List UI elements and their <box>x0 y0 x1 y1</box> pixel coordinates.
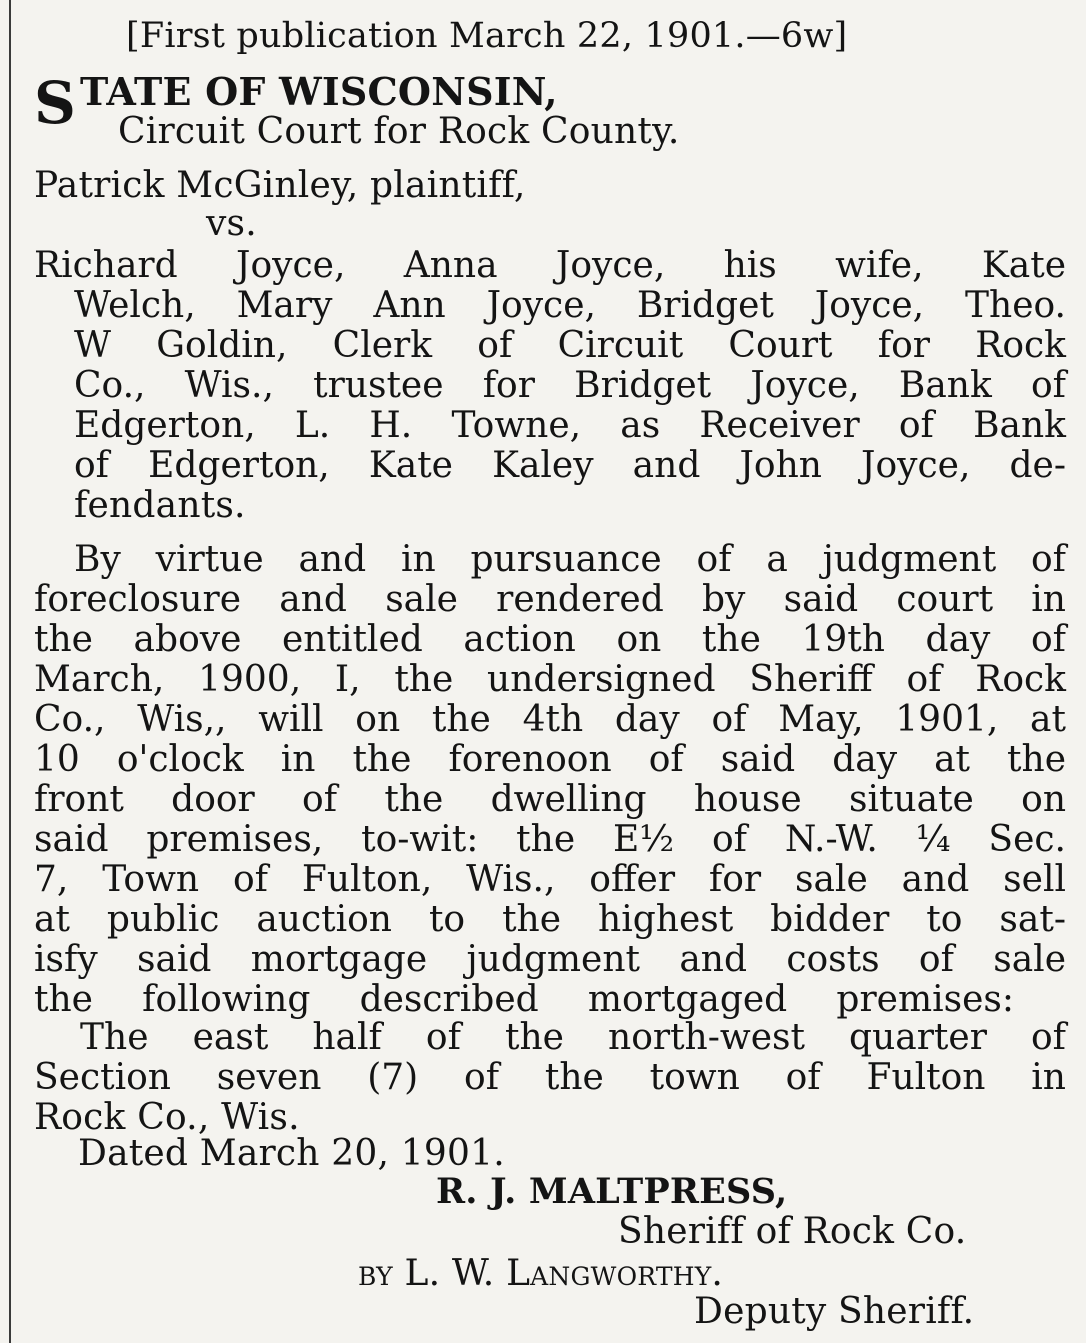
sheriff-title: Sheriff of Rock Co. <box>618 1211 967 1252</box>
body-line: said premises, to-wit: the E½ of N.-W. ¼ Sec. <box>34 819 1066 860</box>
plaintiff-line: Patrick McGinley, plaintiff, <box>34 165 526 206</box>
deputy-name-line: by L. W. Langworthy. <box>358 1253 724 1294</box>
deputy-title: Deputy Sheriff. <box>694 1291 975 1332</box>
description-line: Section seven (7) of the town of Fulton in <box>34 1057 1066 1098</box>
dated-line: Dated March 20, 1901. <box>78 1133 505 1174</box>
versus-line: vs. <box>206 203 257 244</box>
defendants-line: Richard Joyce, Anna Joyce, his wife, Kate <box>34 245 1066 286</box>
publication-line: [First publication March 22, 1901.—6w] <box>126 16 848 56</box>
description-line: The east half of the north-west quarter of <box>80 1017 1066 1058</box>
state-drop-initial: S <box>34 69 76 137</box>
body-line: at public auction to the highest bidder to sat- <box>34 899 1066 940</box>
body-line: the following described mortgaged premises: <box>34 979 1014 1020</box>
defendants-line: fendants. <box>74 485 246 526</box>
sheriff-name: R. J. MALTPRESS, <box>436 1171 788 1212</box>
court-name: Circuit Court for Rock County. <box>118 111 680 152</box>
body-line: isfy said mortgage judgment and costs of sale <box>34 939 1066 980</box>
defendants-line: W Goldin, Clerk of Circuit Court for Rock <box>74 325 1066 366</box>
column-rule <box>9 0 11 1343</box>
body-line: 7, Town of Fulton, Wis., offer for sale and sell <box>34 859 1066 900</box>
body-line: the above entitled action on the 19th day of <box>34 619 1066 660</box>
body-line: foreclosure and sale rendered by said court in <box>34 579 1066 620</box>
body-line: Co., Wis,, will on the 4th day of May, 1901, at <box>34 699 1066 740</box>
description-line: Rock Co., Wis. <box>34 1097 300 1138</box>
body-line: By virtue and in pursuance of a judgment of <box>74 539 1066 580</box>
body-line: March, 1900, I, the undersigned Sheriff of Rock <box>34 659 1066 700</box>
defendants-line: of Edgerton, Kate Kaley and John Joyce, de- <box>74 445 1066 486</box>
state-heading: TATE OF WISCONSIN, <box>80 69 558 114</box>
defendants-line: Edgerton, L. H. Towne, as Receiver of Bank <box>74 405 1066 446</box>
body-line: front door of the dwelling house situate on <box>34 779 1066 820</box>
body-line: 10 o'clock in the forenoon of said day at the <box>34 739 1066 780</box>
defendants-line: Welch, Mary Ann Joyce, Bridget Joyce, Theo. <box>74 285 1066 326</box>
defendants-line: Co., Wis., trustee for Bridget Joyce, Bank of <box>74 365 1066 406</box>
